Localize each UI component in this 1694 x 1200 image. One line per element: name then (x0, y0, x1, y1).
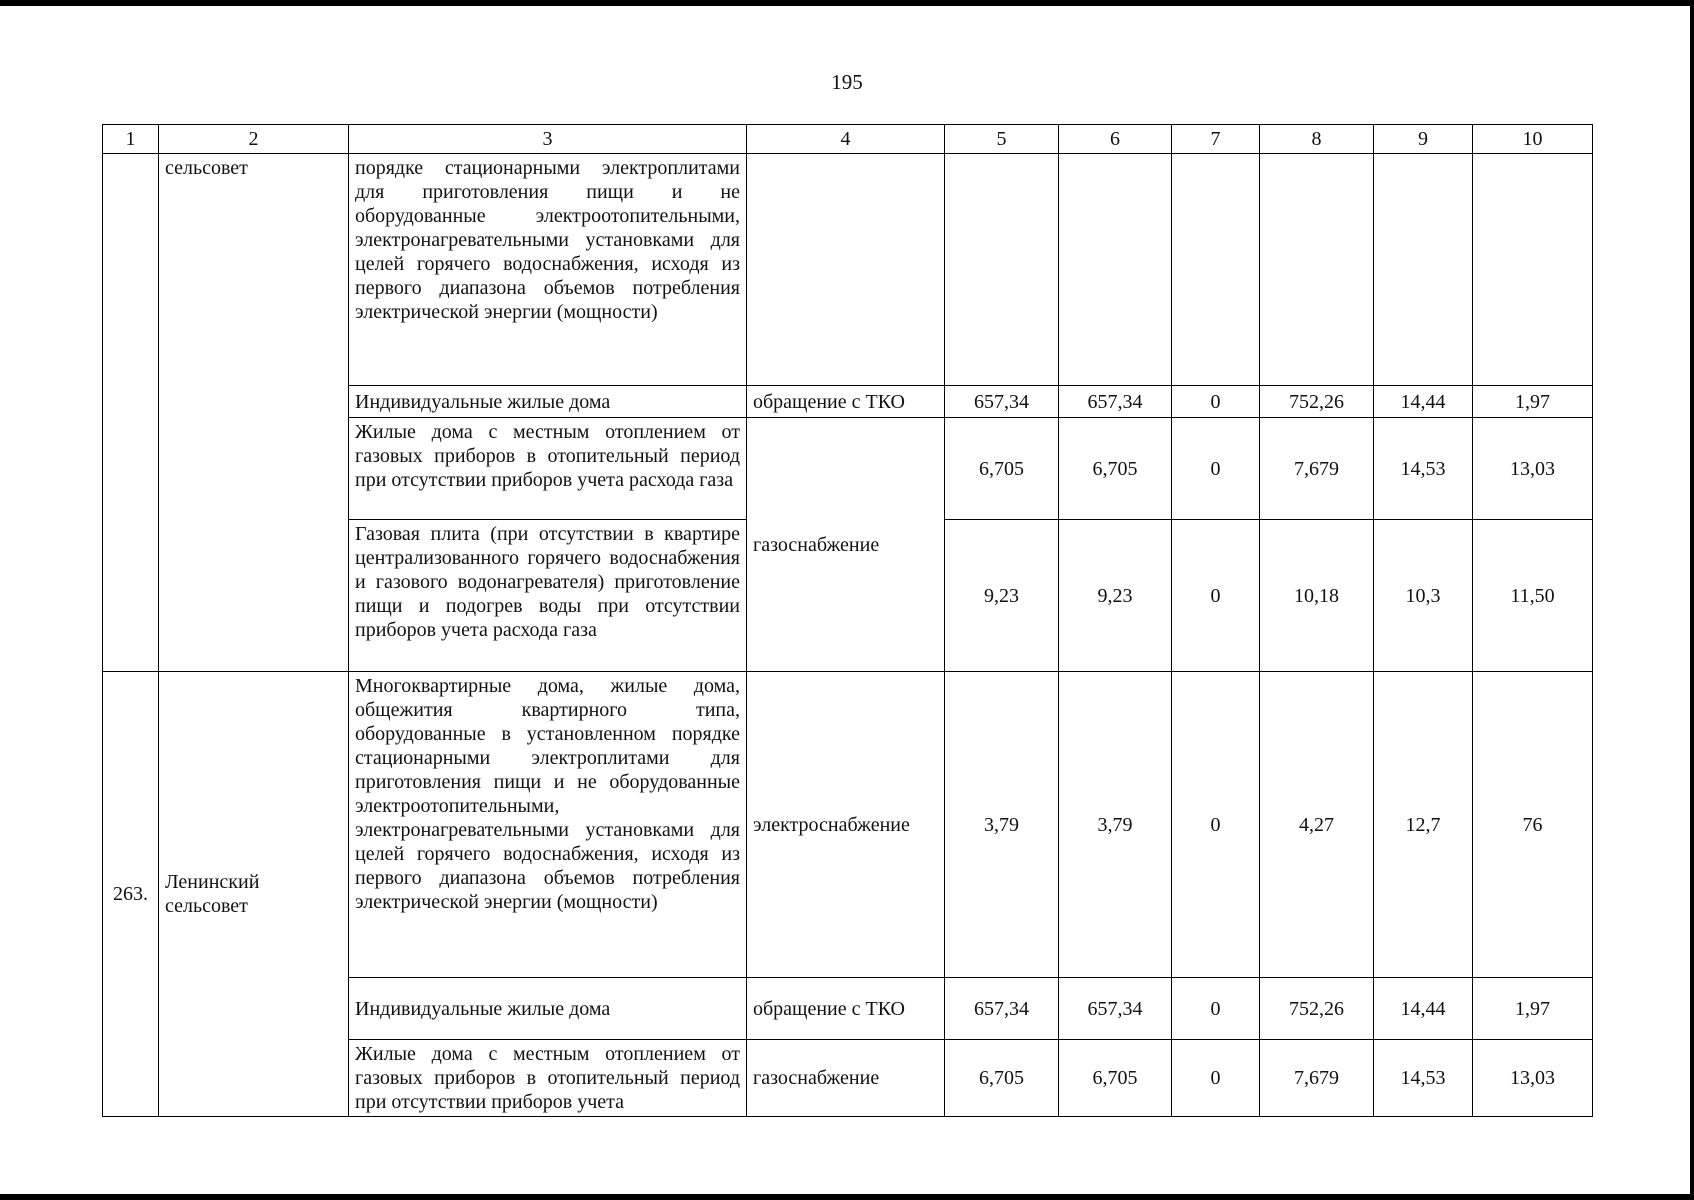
value-cell: 12,7 (1374, 672, 1473, 978)
value-cell: 3,79 (945, 672, 1059, 978)
housing-description: порядке стационарными электроплитами для приготовления пищи и не оборудованные электроотопительными, электронагревательными установками для целей горячего водоснабжения, исходя из первого диапазона объемов потребления электрической энергии (мощности) (349, 154, 747, 386)
column-header: 6 (1059, 125, 1172, 154)
column-header: 7 (1172, 125, 1260, 154)
value-cell: 657,34 (1059, 386, 1172, 418)
value-cell: 7,679 (1260, 418, 1374, 520)
housing-description: Многоквартирные дома, жилые дома, общежития квартирного типа, оборудованные в установленном порядке стационарными электроплитами для приготовления пищи и не оборудованные электроотопительными, электронагревательными установками для целей горячего водоснабжения, исходя из первого диапазона объемов потребления электрической энергии (мощности) (349, 672, 747, 978)
value-cell: 13,03 (1473, 418, 1593, 520)
value-cell: 10,18 (1260, 520, 1374, 672)
service-type (747, 154, 945, 386)
value-cell: 9,23 (945, 520, 1059, 672)
value-cell: 6,705 (945, 418, 1059, 520)
municipality-name: Ленинский сельсовет (159, 672, 349, 1117)
value-cell: 657,34 (945, 978, 1059, 1040)
value-cell: 11,50 (1473, 520, 1593, 672)
value-cell: 9,23 (1059, 520, 1172, 672)
value-cell: 10,3 (1374, 520, 1473, 672)
value-cell: 657,34 (945, 386, 1059, 418)
column-header: 5 (945, 125, 1059, 154)
value-cell: 3,79 (1059, 672, 1172, 978)
value-cell: 6,705 (1059, 418, 1172, 520)
tariff-table (102, 124, 1593, 1117)
scan-border-bottom (0, 1194, 1694, 1200)
value-cell: 0 (1172, 1040, 1260, 1117)
column-header: 10 (1473, 125, 1593, 154)
scan-border-right (1690, 0, 1694, 1200)
column-header: 2 (159, 125, 349, 154)
value-cell: 14,44 (1374, 978, 1473, 1040)
table-row (103, 154, 1593, 386)
service-type: обращение с ТКО (747, 386, 945, 418)
column-header: 1 (103, 125, 159, 154)
value-cell: 13,03 (1473, 1040, 1593, 1117)
value-cell: 14,53 (1374, 418, 1473, 520)
column-header: 9 (1374, 125, 1473, 154)
value-cell (1473, 154, 1593, 386)
value-cell: 14,53 (1374, 1040, 1473, 1117)
housing-description: Жилые дома с местным отоплением от газовых приборов в отопительный период при отсутствии приборов учета (349, 1040, 747, 1117)
value-cell: 6,705 (1059, 1040, 1172, 1117)
service-type: газоснабжение (747, 1040, 945, 1117)
value-cell: 752,26 (1260, 978, 1374, 1040)
housing-description: Жилые дома с местным отоплением от газовых приборов в отопительный период при отсутствии приборов учета расхода газа (349, 418, 747, 520)
value-cell: 4,27 (1260, 672, 1374, 978)
service-type: газоснабжение (747, 418, 945, 672)
value-cell (1059, 154, 1172, 386)
column-header: 3 (349, 125, 747, 154)
value-cell (1260, 154, 1374, 386)
value-cell: 7,679 (1260, 1040, 1374, 1117)
column-header: 4 (747, 125, 945, 154)
value-cell: 657,34 (1059, 978, 1172, 1040)
value-cell: 76 (1473, 672, 1593, 978)
value-cell (945, 154, 1059, 386)
column-header: 8 (1260, 125, 1374, 154)
value-cell (1374, 154, 1473, 386)
value-cell (1172, 154, 1260, 386)
municipality-name: сельсовет (159, 154, 349, 672)
value-cell: 1,97 (1473, 386, 1593, 418)
row-number: 263. (103, 672, 159, 1117)
service-type: электроснабжение (747, 672, 945, 978)
value-cell: 0 (1172, 386, 1260, 418)
housing-description: Индивидуальные жилые дома (349, 386, 747, 418)
value-cell: 752,26 (1260, 386, 1374, 418)
value-cell: 14,44 (1374, 386, 1473, 418)
service-type: обращение с ТКО (747, 978, 945, 1040)
value-cell: 1,97 (1473, 978, 1593, 1040)
page-number: 195 (831, 70, 863, 94)
value-cell: 0 (1172, 418, 1260, 520)
scan-border-top (0, 0, 1694, 6)
column-number-row (103, 125, 1593, 154)
value-cell: 6,705 (945, 1040, 1059, 1117)
value-cell: 0 (1172, 520, 1260, 672)
row-number-cell (103, 154, 159, 672)
housing-description: Индивидуальные жилые дома (349, 978, 747, 1040)
value-cell: 0 (1172, 978, 1260, 1040)
table-row (103, 672, 1593, 978)
housing-description: Газовая плита (при отсутствии в квартире централизованного горячего водоснабжения и газового водонагревателя) приготовление пищи и подогрев воды при отсутствии приборов учета расхода газа (349, 520, 747, 672)
value-cell: 0 (1172, 672, 1260, 978)
